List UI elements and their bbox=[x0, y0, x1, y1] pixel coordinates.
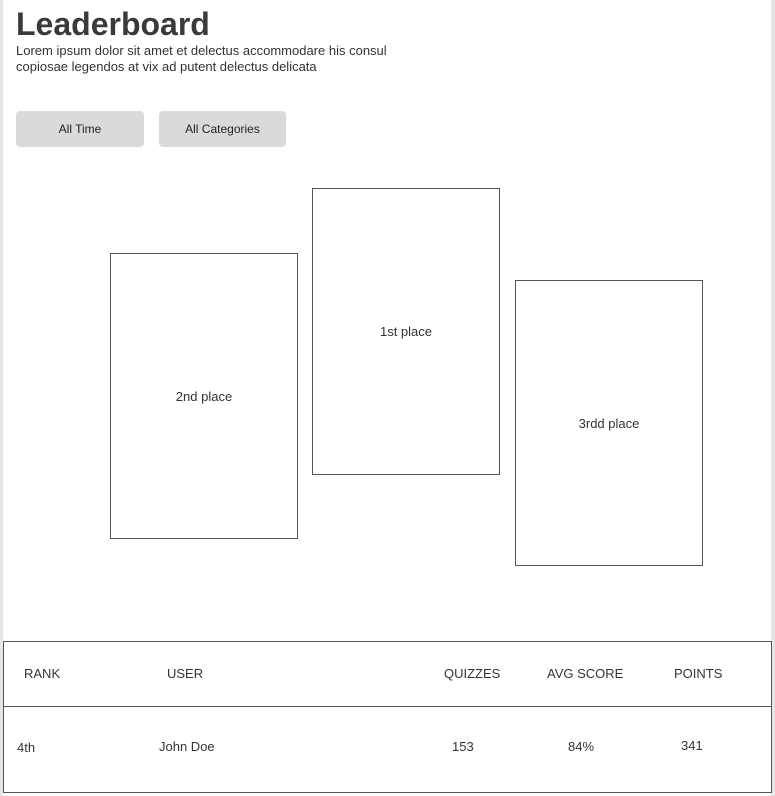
podium-first-place[interactable] bbox=[312, 188, 500, 475]
column-header-points[interactable]: POINTS bbox=[674, 666, 723, 681]
row-avg-score: 84% bbox=[568, 739, 595, 754]
table-header bbox=[4, 642, 771, 707]
time-filter-button[interactable]: All Time bbox=[16, 111, 144, 147]
category-filter-button[interactable]: All Categories bbox=[159, 111, 286, 147]
column-header-quizzes[interactable]: QUIZZES bbox=[444, 666, 501, 681]
page-subtitle: Lorem ipsum dolor sit amet et delectus accommodare his consul copiosae legendos at vix ad putent delectus delicata bbox=[16, 43, 387, 74]
podium-first-label: 1st place bbox=[379, 324, 433, 339]
page-title: Leaderboard bbox=[16, 6, 210, 42]
column-header-rank[interactable]: RANK bbox=[24, 666, 61, 681]
podium-third-label: 3rdd place bbox=[578, 415, 640, 431]
row-rank: 4th bbox=[17, 740, 36, 755]
podium-second-label: 2nd place bbox=[175, 388, 233, 404]
row-quizzes: 153 bbox=[452, 739, 474, 754]
column-header-user[interactable]: USER bbox=[167, 666, 204, 681]
leaderboard-table bbox=[3, 641, 772, 793]
row-points: 341 bbox=[681, 738, 703, 753]
column-header-avg-score[interactable]: AVG SCORE bbox=[547, 666, 624, 681]
row-user: John Doe bbox=[159, 739, 215, 754]
podium-third-place[interactable] bbox=[515, 280, 703, 566]
podium-second-place[interactable] bbox=[110, 253, 298, 539]
